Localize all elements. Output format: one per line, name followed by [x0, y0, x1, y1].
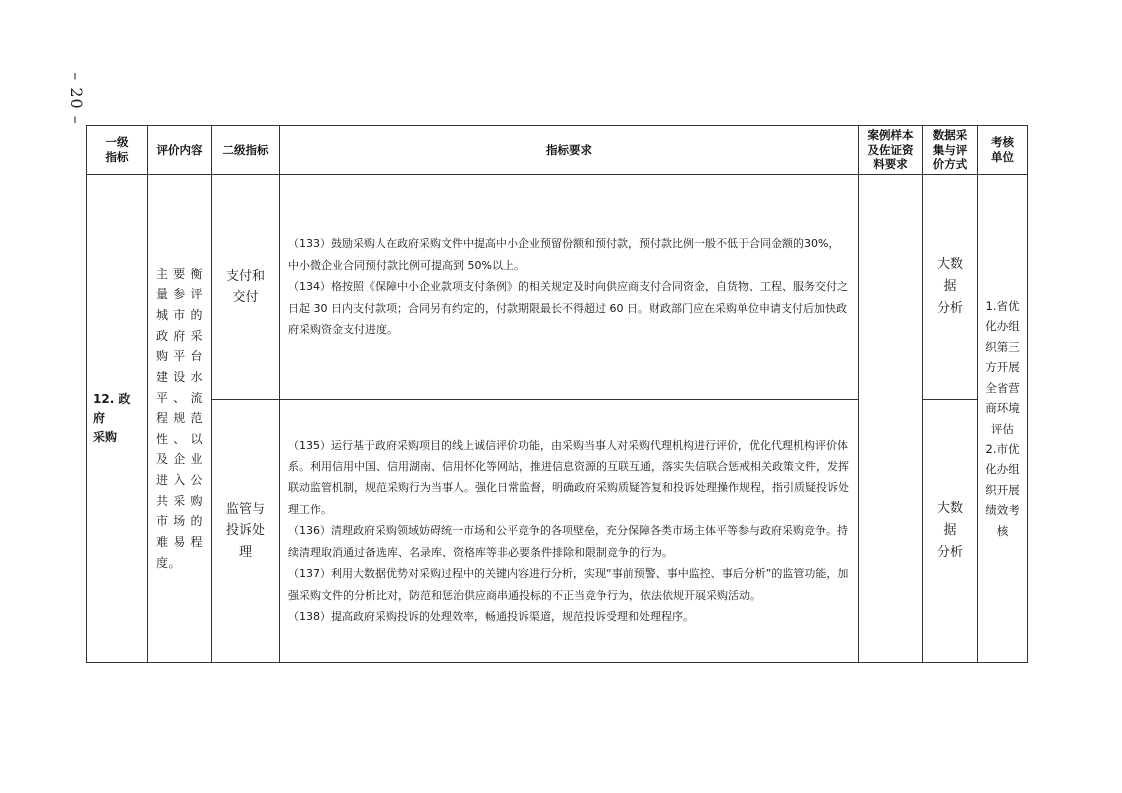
level1-indicator-cell: [87, 175, 148, 663]
page-number: [58, 70, 94, 126]
assessment-unit-line: 1.省优化办组织第三方开展全省营商环境评估: [985, 298, 1020, 436]
requirements-cell: [280, 400, 859, 663]
level1-indicator: 12. 政 府 采购: [93, 391, 131, 445]
table-header-row: [87, 126, 1028, 175]
data-method-cell: [923, 400, 978, 663]
requirement-item: （138）提高政府采购投诉的处理效率，畅通投诉渠道，规范投诉受理和处理程序。: [288, 610, 694, 624]
requirements-cell: [280, 175, 859, 400]
data-method: 大数据 分析: [936, 500, 963, 561]
level2-indicator: 监管与 投诉处 理: [225, 501, 265, 560]
data-method-cell: [923, 175, 978, 400]
table-row: [87, 175, 1028, 400]
data-method: 大数据 分析: [936, 256, 963, 317]
requirement-item: （133）鼓励采购人在政府采购文件中提高中小企业预留份额和预付款，预付款比例一般不低于合同金额的30%，中小微企业合同预付款比例可提高到 50%以上。: [288, 237, 840, 272]
evaluation-content-cell: [148, 175, 212, 663]
header-samples: 案例样本 及佐证资 料要求: [859, 126, 923, 175]
assessment-unit-line: 2.市优化办组织开展绩效考核: [985, 441, 1020, 538]
level2-indicator: 支付和 交付: [225, 268, 265, 305]
assessment-unit-cell: [978, 175, 1028, 663]
evaluation-content: 主要衡量参评城市的政府采购平台建设水平、流程规范性、以及企业进入公共采购市场的难易程度。: [156, 266, 203, 570]
level2-indicator-cell: [212, 175, 280, 400]
header-content: 评价内容: [148, 126, 212, 175]
requirement-item: （137）利用大数据优势对采购过程中的关键内容进行分析，实现“事前预警、事中监控、事后分析”的监管功能，加强采购文件的分析比对，防范和惩治供应商串通投标的不正当竞争行为，依法依规开展采购活动。: [288, 567, 849, 602]
header-level2: 二级指标: [212, 126, 280, 175]
requirement-item: （136）清理政府采购领域妨碍统一市场和公平竞争的各项壁垒，充分保障各类市场主体平等参与政府采购竞争。持续清理取消通过备选库、名录库、资格库等非必要条件排除和限制竞争的行为。: [288, 524, 848, 559]
header-requirements: 指标要求: [280, 126, 859, 175]
requirement-item: （135）运行基于政府采购项目的线上诚信评价功能，由采购当事人对采购代理机构进行评价，优化代理机构评价体系。利用信用中国、信用湖南、信用怀化等网站，推进信息资源的互联互通，落实失信联合惩戒相关政策文件，发挥联动监管机制，规范采购行为当事人。强化日常监督，明确政府采购质疑答复和投诉处理操作规程，指引质疑投诉处理工作。: [288, 438, 849, 516]
header-unit: 考核 单位: [978, 126, 1028, 175]
header-data-method: 数据采 集与评 价方式: [923, 126, 978, 175]
page-number-text: – 20 –: [66, 71, 86, 125]
header-level1: 一级 指标: [87, 126, 148, 175]
indicator-table: [86, 125, 1028, 663]
samples-cell: [859, 175, 923, 663]
level2-indicator-cell: [212, 400, 280, 663]
requirement-item: （134）格按照《保障中小企业款项支付条例》的相关规定及时向供应商支付合同资金，自货物、工程、服务交付之日起 30 日内支付款项；合同另有约定的，付款期限最长不得超过 60 日。财政部门应在采购单位申请支付后加快政府采购资金支付进度。: [288, 280, 848, 337]
